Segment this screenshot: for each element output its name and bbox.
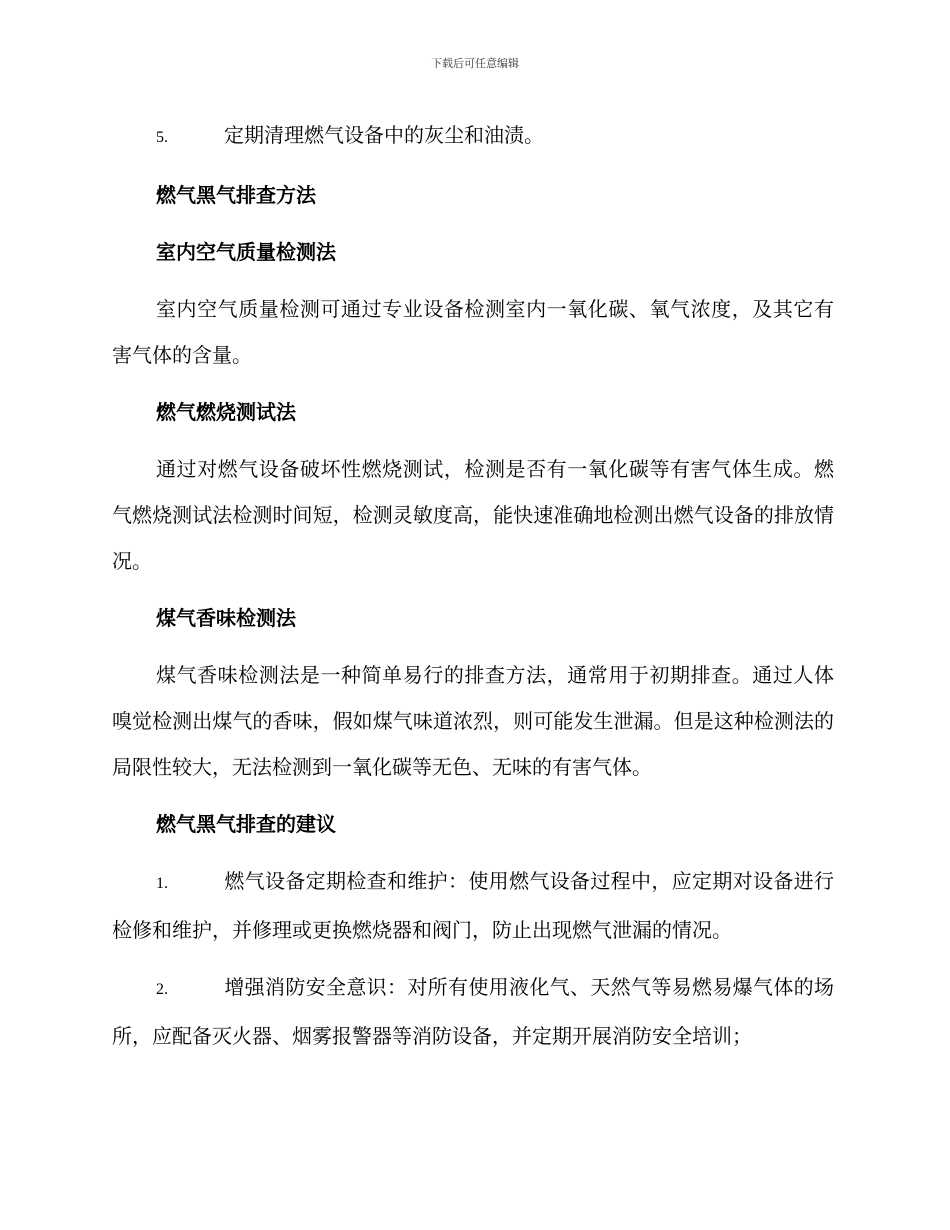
list-number: 2. (156, 981, 168, 998)
paragraph-gas-smell: 煤气香味检测法是一种简单易行的排查方法，通常用于初期排查。通过人体嗅觉检测出煤气的香味，假如煤气味道浓烈，则可能发生泄漏。但是这种检测法的局限性较大，无法检测到一氧化碳等无色、无味的有害气体。 (112, 663, 834, 779)
list-item (112, 858, 834, 953)
list-item (112, 112, 834, 161)
page-header: 下载后可任意编辑 (431, 57, 519, 70)
subheading-gas-smell: 煤气香味检测法 (156, 606, 296, 630)
section-heading-methods: 燃气黑气排查方法 (156, 183, 316, 207)
list-item (112, 964, 834, 1059)
section-heading-advice: 燃气黑气排查的建议 (156, 812, 336, 836)
list-text: 定期清理燃气设备中的灰尘和油渍。 (224, 123, 544, 147)
list-number: 5. (156, 129, 168, 146)
paragraph-air-quality: 室内空气质量检测可通过专业设备检测室内一氧化碳、氧气浓度，及其它有害气体的含量。 (112, 297, 834, 367)
document-body (112, 112, 834, 1059)
list-text: 燃气设备定期检查和维护：使用燃气设备过程中，应定期对设备进行检修和维护，并修理或更换燃烧器和阀门，防止出现燃气泄漏的情况。 (112, 869, 834, 942)
list-text: 增强消防安全意识：对所有使用液化气、天然气等易燃易爆气体的场所，应配备灭火器、烟雾报警器等消防设备，并定期开展消防安全培训； (112, 975, 834, 1048)
subheading-air-quality: 室内空气质量检测法 (156, 240, 336, 264)
paragraph-combustion-test: 通过对燃气设备破坏性燃烧测试，检测是否有一氧化碳等有害气体生成。燃气燃烧测试法检测时间短，检测灵敏度高，能快速准确地检测出燃气设备的排放情况。 (112, 457, 834, 573)
list-number: 1. (156, 875, 168, 892)
subheading-combustion-test: 燃气燃烧测试法 (156, 400, 296, 424)
